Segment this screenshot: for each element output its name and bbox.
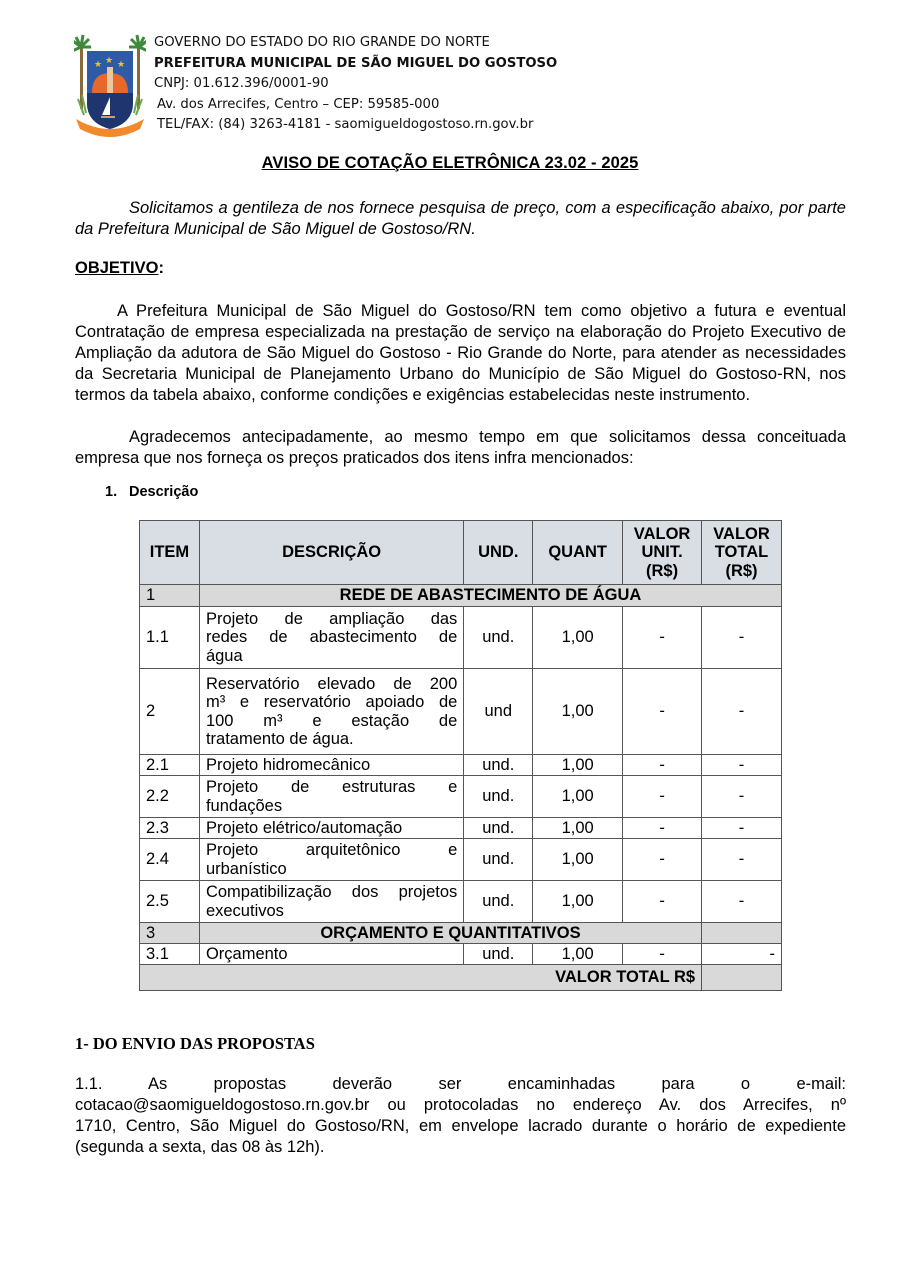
address: Av. dos Arrecifes, Centro – CEP: 59585-000 — [157, 96, 440, 112]
row-item: 2.3 — [140, 818, 200, 839]
row-item: 3.1 — [140, 944, 200, 965]
cnpj: CNPJ: 01.612.396/0001-90 — [154, 76, 329, 91]
svg-text:★: ★ — [117, 59, 126, 69]
letterhead-text — [154, 33, 557, 136]
row-unit: und. — [464, 818, 533, 839]
header-total-value-l3: (R$) — [725, 561, 758, 580]
desc-line: Reservatório elevado de 200 — [205, 674, 458, 693]
row-item: 1.1 — [140, 607, 200, 669]
section-number: 1. — [105, 484, 118, 500]
envio-line: cotacao@saomigueldogostoso.rn.gov.br ou protocoladas no endereço Av. dos Arrecifes, nº — [75, 1096, 846, 1114]
header-total-value-l1: VALOR — [713, 524, 770, 543]
row-quantity: 1,00 — [533, 776, 623, 818]
objetivo-colon: : — [158, 259, 164, 277]
desc-line: Projeto de estruturas e — [205, 778, 458, 796]
row-total-value: - — [702, 776, 782, 818]
envio-line: 1710, Centro, São Miguel do Gostoso/RN, em envelope lacrado durante o horário de expediente — [75, 1117, 846, 1135]
desc-line: executivos — [205, 901, 284, 920]
row-unit: und. — [464, 755, 533, 776]
row-item: 2.4 — [140, 839, 200, 881]
row-item: 2.2 — [140, 776, 200, 818]
desc-line: Projeto hidromecânico — [205, 755, 371, 774]
desc-line: tratamento de água. — [205, 730, 354, 748]
svg-text:★: ★ — [94, 59, 103, 69]
total-row — [140, 965, 782, 991]
envio-line: (segunda a sexta, das 08 às 12h). — [75, 1138, 325, 1156]
row-quantity: 1,00 — [533, 755, 623, 776]
row-quantity: 1,00 — [533, 818, 623, 839]
row-unit-value: - — [623, 607, 702, 669]
contact-info: TEL/FAX: (84) 3263-4181 - saomigueldogostoso.rn.gov.br — [157, 117, 534, 132]
section-empty-cell — [702, 923, 782, 944]
row-quantity: 1,00 — [533, 881, 623, 923]
desc-line: 100 m³ e estação de — [205, 711, 458, 730]
section-title: REDE DE ABASTECIMENTO DE ÁGUA — [199, 585, 781, 607]
row-total-value: - — [702, 607, 782, 669]
section-row-1 — [140, 585, 782, 607]
desc-line: Compatibilização dos projetos — [205, 883, 458, 901]
row-unit: und. — [464, 881, 533, 923]
table-row — [140, 839, 782, 881]
document-title: AVISO DE COTAÇÃO ELETRÔNICA 23.02 - 2025 — [261, 154, 639, 172]
row-total-value: - — [702, 669, 782, 755]
section-item: 1 — [140, 585, 200, 607]
row-item: 2.1 — [140, 755, 200, 776]
intro-paragraph: Solicitamos a gentileza de nos fornece pesquisa de preço, com a especificação abaixo, por parte da Prefeitura Municipal de São Miguel de Gostoso/RN. — [75, 199, 846, 238]
row-unit-value: - — [623, 818, 702, 839]
envio-heading: 1- DO ENVIO DAS PROPOSTAS — [75, 1034, 315, 1053]
table-row — [140, 607, 782, 669]
thanks-paragraph: Agradecemos antecipadamente, ao mesmo tempo em que solicitamos dessa conceituada empresa que nos forneça os preços praticados dos itens infra mencionados: — [75, 428, 846, 467]
objetivo-heading — [75, 259, 164, 278]
header-unit-value-l1: VALOR — [633, 524, 691, 543]
row-unit-value: - — [623, 755, 702, 776]
objective-paragraph: A Prefeitura Municipal de São Miguel do Gostoso/RN tem como objetivo a futura e eventual Contratação de empresa especializada na prestação de serviço na elaboração do Projeto Executivo de Ampliação da adutora de São Miguel do Gostoso - Rio Grande do Norte, para atender as necessidades da Secretaria Municipal de Planejamento Urbano do Município de São Miguel do Gostoso-RN, nos termos da tabela abaixo, conforme condições e exigências estabelecidas neste instrumento. — [75, 302, 846, 404]
table-row — [140, 755, 782, 776]
row-unit-value: - — [623, 839, 702, 881]
desc-line: redes de abastecimento de — [205, 628, 458, 647]
header-total-value — [702, 521, 782, 585]
row-unit: und. — [464, 607, 533, 669]
envio-paragraph — [75, 1074, 846, 1158]
row-unit: und — [464, 669, 533, 755]
total-value — [702, 965, 782, 991]
table-row — [140, 669, 782, 755]
row-quantity: 1,00 — [533, 669, 623, 755]
table-row — [140, 944, 782, 965]
letterhead — [74, 33, 834, 143]
row-description — [199, 839, 463, 881]
header-description: DESCRIÇÃO — [199, 521, 463, 585]
header-unit-value — [623, 521, 702, 585]
table-header-row — [140, 521, 782, 585]
row-quantity: 1,00 — [533, 944, 623, 965]
header-item: ITEM — [140, 521, 200, 585]
header-unit: UND. — [464, 521, 533, 585]
row-total-value: - — [702, 944, 782, 965]
envio-line: 1.1. As propostas deverão ser encaminhadas para o e-mail: — [75, 1075, 846, 1093]
row-unit: und. — [464, 944, 533, 965]
row-unit-value: - — [623, 776, 702, 818]
table-row — [140, 776, 782, 818]
row-unit-value: - — [623, 669, 702, 755]
row-quantity: 1,00 — [533, 839, 623, 881]
row-total-value: - — [702, 755, 782, 776]
row-unit: und. — [464, 776, 533, 818]
row-quantity: 1,00 — [533, 607, 623, 669]
row-total-value: - — [702, 839, 782, 881]
quotation-table — [139, 520, 782, 991]
svg-text:★: ★ — [105, 55, 114, 65]
municipality-name: PREFEITURA MUNICIPAL DE SÃO MIGUEL DO GOSTOSO — [154, 55, 558, 71]
row-unit-value: - — [623, 944, 702, 965]
desc-line: Projeto de ampliação das — [205, 609, 458, 628]
desc-line: água — [205, 646, 243, 665]
header-total-value-l2: TOTAL — [714, 543, 769, 562]
desc-line: Projeto arquitetônico e — [205, 841, 458, 859]
header-unit-value-l3: (R$) — [646, 561, 679, 580]
row-total-value: - — [702, 881, 782, 923]
table-row — [140, 818, 782, 839]
section-title: ORÇAMENTO E QUANTITATIVOS — [199, 923, 701, 944]
row-description — [199, 755, 463, 776]
desc-line: Projeto elétrico/automação — [205, 818, 403, 837]
table-row — [140, 881, 782, 923]
row-description — [199, 669, 463, 755]
row-total-value: - — [702, 818, 782, 839]
row-description — [199, 776, 463, 818]
section-row-3 — [140, 923, 782, 944]
header-unit-value-l2: UNIT. — [641, 543, 683, 562]
section-description-heading — [105, 484, 198, 500]
municipal-coat-of-arms-icon — [74, 33, 146, 139]
row-item: 2 — [140, 669, 200, 755]
total-label: VALOR TOTAL R$ — [140, 965, 702, 991]
row-description — [199, 607, 463, 669]
section-label: Descrição — [129, 484, 199, 500]
objetivo-label: OBJETIVO — [75, 259, 159, 277]
desc-line: urbanístico — [205, 859, 287, 878]
desc-line: fundações — [205, 796, 283, 815]
row-unit: und. — [464, 839, 533, 881]
row-description: Orçamento — [199, 944, 463, 965]
row-unit-value: - — [623, 881, 702, 923]
government-name: GOVERNO DO ESTADO DO RIO GRANDE DO NORTE — [154, 35, 490, 50]
row-description — [199, 881, 463, 923]
desc-line: m³ e reservatório apoiado de — [205, 693, 458, 711]
header-quantity: QUANT — [533, 521, 623, 585]
row-description — [199, 818, 463, 839]
section-item: 3 — [140, 923, 200, 944]
row-item: 2.5 — [140, 881, 200, 923]
